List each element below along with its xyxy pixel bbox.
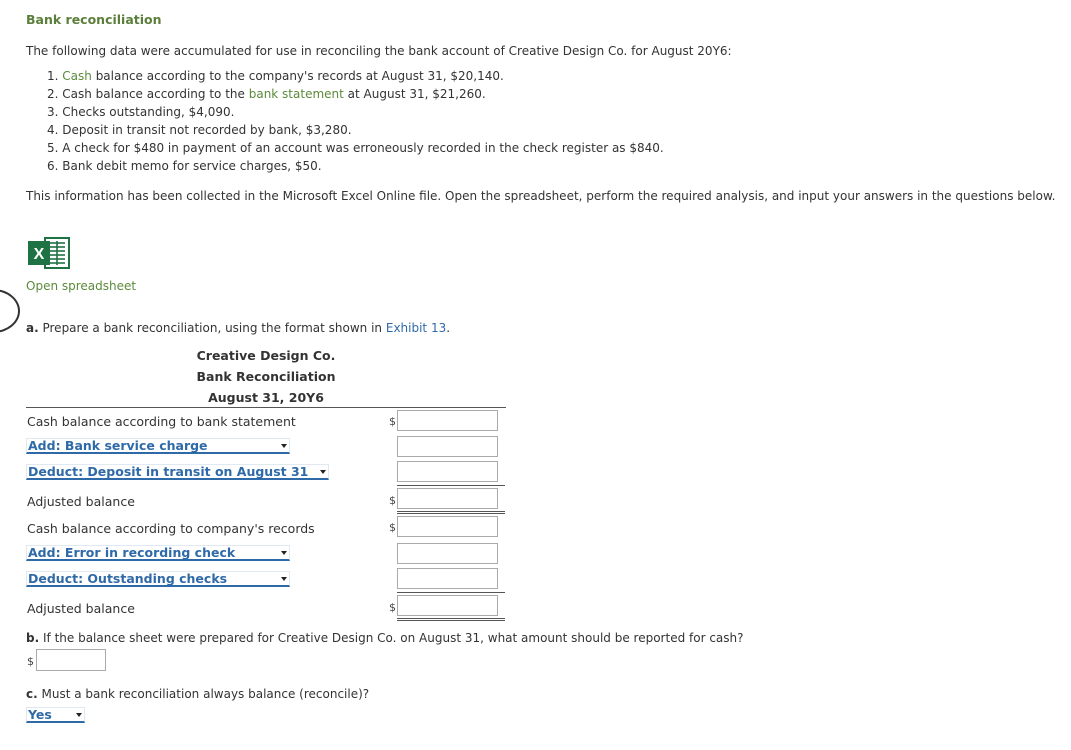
company-adjusted-input[interactable]: [397, 595, 498, 616]
decorative-circle: [0, 289, 20, 333]
subtotal-rule: [397, 485, 505, 486]
company-deduction-input[interactable]: [397, 568, 498, 589]
list-item: 6. Bank debit memo for service charges, $50.: [47, 159, 322, 173]
currency-symbol: $: [389, 601, 396, 614]
bank-addition-select[interactable]: Add: Bank service charge: [26, 438, 290, 454]
company-deduction-select[interactable]: Deduct: Outstanding checks: [26, 571, 290, 587]
header-rule: [26, 407, 506, 408]
cash-link[interactable]: Cash: [62, 69, 92, 83]
report-title: Bank Reconciliation: [196, 369, 336, 384]
exhibit-link[interactable]: Exhibit 13: [385, 321, 447, 335]
company-addition-input[interactable]: [397, 543, 498, 564]
bank-statement-link[interactable]: bank statement: [248, 87, 344, 101]
bank-deduction-select[interactable]: Deduct: Deposit in transit on August 31: [26, 464, 329, 480]
part-b-prompt: b. If the balance sheet were prepared for Creative Design Co. on August 31, what amount should be reported for cash?: [26, 631, 744, 645]
info-text: This information has been collected in the Microsoft Excel Online file. Open the spreadsheet, perform the required analysis, and input your answers in the questions below.: [26, 189, 1056, 203]
list-item: 2. Cash balance according to the bank statement at August 31, $21,260.: [47, 87, 486, 101]
currency-symbol: $: [389, 494, 396, 507]
currency-symbol: $: [389, 521, 396, 534]
adjusted-balance-label: Adjusted balance: [27, 601, 135, 616]
reconcile-answer-select[interactable]: Yes: [26, 707, 85, 723]
chevron-down-icon: [320, 470, 326, 474]
list-item: 1. Cash balance according to the company's records at August 31, $20,140.: [47, 69, 504, 83]
subtotal-rule: [397, 592, 505, 593]
chevron-down-icon: [281, 577, 287, 581]
bank-balance-label: Cash balance according to bank statement: [27, 414, 296, 429]
chevron-down-icon: [281, 551, 287, 555]
bank-deduction-input[interactable]: [397, 461, 498, 482]
part-c-prompt: c. Must a bank reconciliation always balance (reconcile)?: [26, 687, 370, 701]
part-a-prompt: a. Prepare a bank reconciliation, using the format shown in Exhibit 13.: [26, 321, 451, 335]
currency-symbol: $: [389, 415, 396, 428]
total-double-rule: [397, 618, 505, 621]
company-balance-label: Cash balance according to company's records: [27, 521, 315, 536]
excel-icon[interactable]: [27, 235, 71, 271]
chevron-down-icon: [281, 444, 287, 448]
list-item: 5. A check for $480 in payment of an account was erroneously recorded in the check register as $840.: [47, 141, 664, 155]
svg-text:X: X: [33, 246, 45, 263]
company-addition-select[interactable]: Add: Error in recording check: [26, 545, 290, 561]
bank-balance-input[interactable]: [397, 410, 498, 431]
chevron-down-icon: [76, 713, 82, 717]
page-title: Bank reconciliation: [26, 12, 162, 27]
currency-symbol: $: [27, 655, 34, 668]
bank-addition-input[interactable]: [397, 436, 498, 457]
intro-text: The following data were accumulated for use in reconciling the bank account of Creative Design Co. for August 20Y6:: [26, 44, 732, 58]
list-item: 3. Checks outstanding, $4,090.: [47, 105, 235, 119]
company-name: Creative Design Co.: [196, 348, 336, 363]
report-date: August 31, 20Y6: [208, 390, 324, 405]
adjusted-balance-label: Adjusted balance: [27, 494, 135, 509]
list-item: 4. Deposit in transit not recorded by bank, $3,280.: [47, 123, 352, 137]
cash-amount-input[interactable]: [36, 649, 106, 671]
bank-adjusted-input[interactable]: [397, 488, 498, 509]
total-double-rule: [397, 511, 505, 514]
company-balance-input[interactable]: [397, 516, 498, 537]
open-spreadsheet-link[interactable]: Open spreadsheet: [26, 279, 137, 293]
